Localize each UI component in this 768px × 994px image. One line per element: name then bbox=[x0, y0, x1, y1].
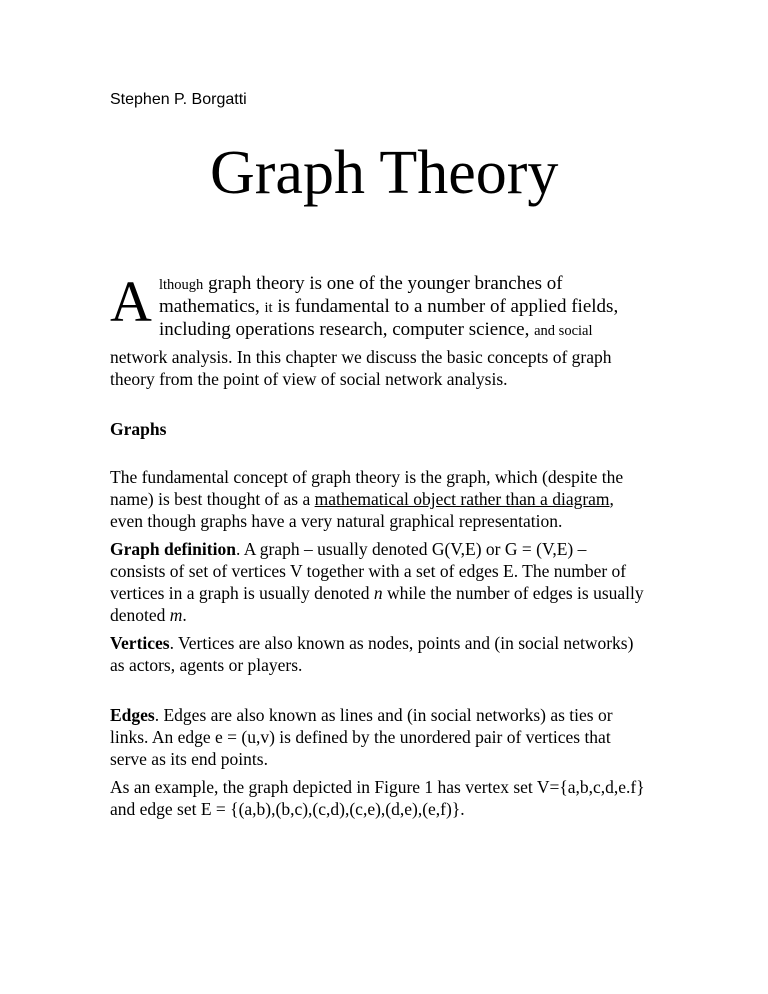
author-name: Stephen P. Borgatti bbox=[110, 91, 247, 108]
text-span: . bbox=[182, 605, 187, 625]
paragraph-line bbox=[110, 704, 670, 726]
drop-cap-letter: A bbox=[110, 269, 152, 334]
text-span: while the number of edges is usually bbox=[382, 583, 644, 603]
term-vertices: Vertices bbox=[110, 633, 170, 653]
section-heading-graphs: Graphs bbox=[110, 419, 167, 439]
paragraph-line bbox=[110, 632, 670, 654]
paragraph-line: and edge set E = {(a,b),(b,c),(c,d),(c,e),(d,e),(e,f)}. bbox=[110, 799, 465, 819]
paragraph-line: network analysis. In this chapter we discuss the basic concepts of graph bbox=[110, 347, 612, 367]
paragraph-line: even though graphs have a very natural graphical representation. bbox=[110, 511, 563, 531]
text-span: . A graph – usually denoted G(V,E) or G = (V,E) – bbox=[235, 539, 587, 559]
document-title: Graph Theory bbox=[210, 139, 559, 207]
paragraph-line bbox=[110, 538, 670, 560]
paragraph-line: as actors, agents or players. bbox=[110, 655, 303, 675]
graph-definition-paragraph bbox=[110, 538, 670, 626]
intro-text: graph theory is one of the younger branches of bbox=[203, 273, 563, 294]
text-span: name) is best thought of as a bbox=[110, 489, 315, 509]
text-span: denoted bbox=[110, 605, 170, 625]
text-span: vertices in a graph is usually denoted bbox=[110, 583, 374, 603]
paragraph-line: consists of set of vertices V together with a set of edges E. The number of bbox=[110, 561, 627, 581]
example-paragraph bbox=[110, 776, 670, 820]
term-graph-definition: Graph definition bbox=[110, 539, 236, 559]
text-span: . Vertices are also known as nodes, points and (in social networks) bbox=[169, 633, 634, 653]
vertices-paragraph bbox=[110, 632, 670, 676]
paragraph-line bbox=[110, 582, 670, 604]
intro-line-2 bbox=[159, 295, 618, 320]
intro-small-text: it bbox=[264, 300, 273, 316]
paragraph-line bbox=[110, 604, 670, 626]
edges-paragraph bbox=[110, 704, 670, 770]
term-edges: Edges bbox=[110, 705, 155, 725]
text-span: , bbox=[609, 489, 614, 509]
intro-text: including operations research, computer science, bbox=[159, 319, 535, 340]
intro-text: is fundamental to a number of applied fields, bbox=[272, 296, 619, 317]
paragraph-line: links. An edge e = (u,v) is defined by the unordered pair of vertices that bbox=[110, 727, 611, 747]
intro-text: mathematics, bbox=[159, 296, 265, 317]
intro-line-1 bbox=[159, 272, 563, 297]
paragraph-line: serve as its end points. bbox=[110, 749, 268, 769]
paragraph-line bbox=[110, 488, 670, 510]
paragraph-line: theory from the point of view of social network analysis. bbox=[110, 369, 508, 389]
intro-paragraph-continuation bbox=[110, 346, 670, 390]
italic-symbol-m: m bbox=[169, 605, 183, 625]
paragraph-line: The fundamental concept of graph theory is the graph, which (despite the bbox=[110, 467, 624, 487]
graphs-paragraph bbox=[110, 466, 670, 532]
paragraph-line: As an example, the graph depicted in Figure 1 has vertex set V={a,b,c,d,e.f} bbox=[110, 777, 645, 797]
intro-line-3 bbox=[159, 318, 593, 343]
text-span: . Edges are also known as lines and (in social networks) as ties or bbox=[154, 705, 613, 725]
italic-symbol-n: n bbox=[373, 583, 383, 603]
intro-small-text: and social bbox=[534, 323, 593, 339]
underlined-phrase: mathematical object rather than a diagram bbox=[314, 489, 610, 509]
intro-small-text: lthough bbox=[159, 277, 204, 293]
intro-dropcap-block bbox=[110, 269, 690, 342]
